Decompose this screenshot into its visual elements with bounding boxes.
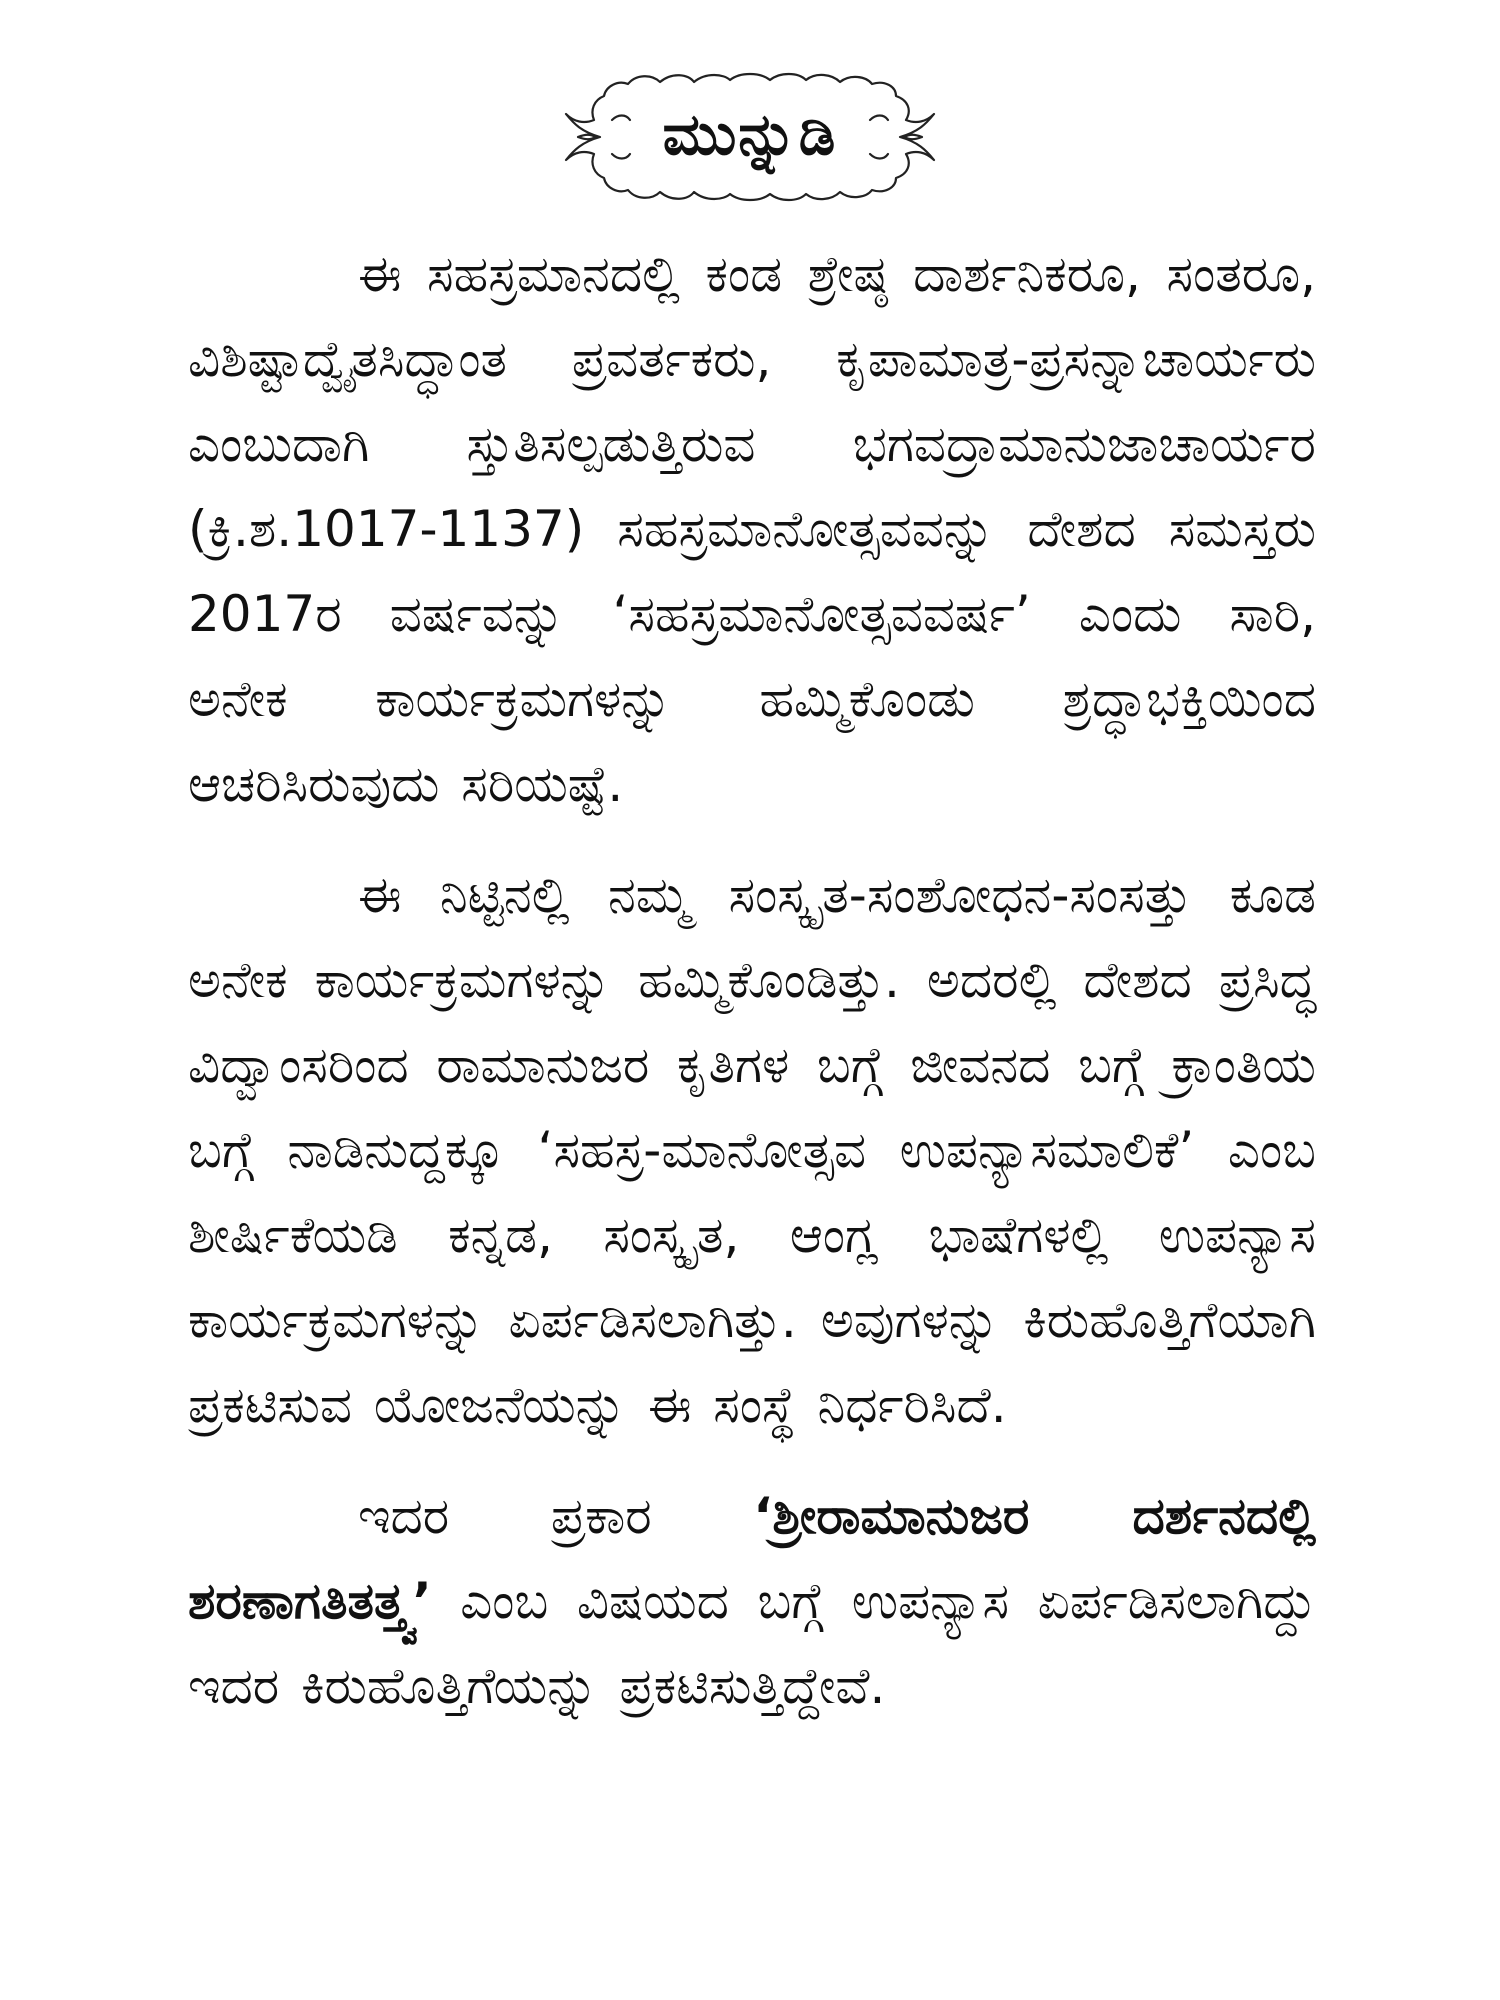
paragraph-2: ಈ ನಿಟ್ಟಿನಲ್ಲಿ ನಮ್ಮ ಸಂಸ್ಕೃತ-ಸಂಶೋಧನ-ಸಂಸತ್ತು ಕೂಡ ಅನೇಕ ಕಾರ್ಯಕ್ರಮಗಳನ್ನು ಹಮ್ಮಿಕೊಂಡಿತ್ತು. ಅದರಲ್ಲಿ ದೇಶದ ಪ್ರಸಿದ್ಧ ವಿದ್ವಾಂಸರಿಂದ ರಾಮಾನುಜರ ಕೃತಿಗಳ ಬಗ್ಗೆ ಜೀವನದ ಬಗ್ಗೆ ಕ್ರಾಂತಿಯ ಬಗ್ಗೆ ನಾಡಿನುದ್ದಕ್ಕೂ ‘ಸಹಸ್ರ-ಮಾನೋತ್ಸವ ಉಪನ್ಯಾಸಮಾಲಿಕೆ’ ಎಂಬ ಶೀರ್ಷಿಕೆಯಡಿ ಕನ್ನಡ, ಸಂಸ್ಕೃತ, ಆಂಗ್ಲ ಭಾಷೆಗಳಲ್ಲಿ ಉಪನ್ಯಾಸ ಕಾರ್ಯಕ್ರಮಗಳನ್ನು ಏರ್ಪಡಿಸಲಾಗಿತ್ತು. ಅವುಗಳನ್ನು ಕಿರುಹೊತ್ತಿಗೆಯಾಗಿ ಪ್ರಕಟಿಸುವ ಯೋಜನೆಯನ್ನು ಈ ಸಂಸ್ಥೆ ನಿರ್ಧರಿಸಿದೆ. — [188, 866, 1316, 1434]
lecture-title: ‘ಶ್ರೀರಾಮಾನುಜರ ದರ್ಶನದಲ್ಲಿ ಶರಣಾಗತಿತತ್ತ್ವ’ — [188, 1487, 1316, 1630]
paragraph-3-lead: ಇದರ ಪ್ರಕಾರ — [358, 1487, 754, 1545]
page-title: ಮುನ್ನುಡಿ — [662, 100, 838, 168]
paragraph-1: ಈ ಸಹಸ್ರಮಾನದಲ್ಲಿ ಕಂಡ ಶ್ರೇಷ್ಠ ದಾರ್ಶನಿಕರೂ, ಸಂತರೂ, ವಿಶಿಷ್ಟಾದ್ವೈತಸಿದ್ಧಾಂತ ಪ್ರವರ್ತಕರು, ಕೃಪಾಮಾತ್ರ-ಪ್ರಸನ್ನಾಚಾರ್ಯರು ಎಂಬುದಾಗಿ ಸ್ತುತಿಸಲ್ಪಡುತ್ತಿರುವ ಭಗವದ್ರಾಮಾನುಜಾಚಾರ್ಯರ (ಕ್ರಿ.ಶ.1017-1137) ಸಹಸ್ರಮಾನೋತ್ಸವವನ್ನು ದೇಶದ ಸಮಸ್ತರು 2017ರ ವರ್ಷವನ್ನು ‘ಸಹಸ್ರಮಾನೋತ್ಸವವರ್ಷ’ ಎಂದು ಸಾರಿ, ಅನೇಕ ಕಾರ್ಯಕ್ರಮಗಳನ್ನು ಹಮ್ಮಿಕೊಂಡು ಶ್ರದ್ಧಾಭಕ್ತಿಯಿಂದ ಆಚರಿಸಿರುವುದು ಸರಿಯಷ್ಟೆ. — [188, 245, 1316, 813]
foreword-body — [188, 232, 1316, 1755]
paragraph-3-rest: ಎಂಬ ವಿಷಯದ ಬಗ್ಗೆ ಉಪನ್ಯಾಸ ಏರ್ಪಡಿಸಲಾಗಿದ್ದು ಇದರ ಕಿರುಹೊತ್ತಿಗೆಯನ್ನು ಪ್ರಕಟಿಸುತ್ತಿದ್ದೇವೆ. — [188, 1572, 1316, 1715]
title-cartouche — [560, 62, 940, 212]
paragraph-3 — [188, 1474, 1316, 1729]
